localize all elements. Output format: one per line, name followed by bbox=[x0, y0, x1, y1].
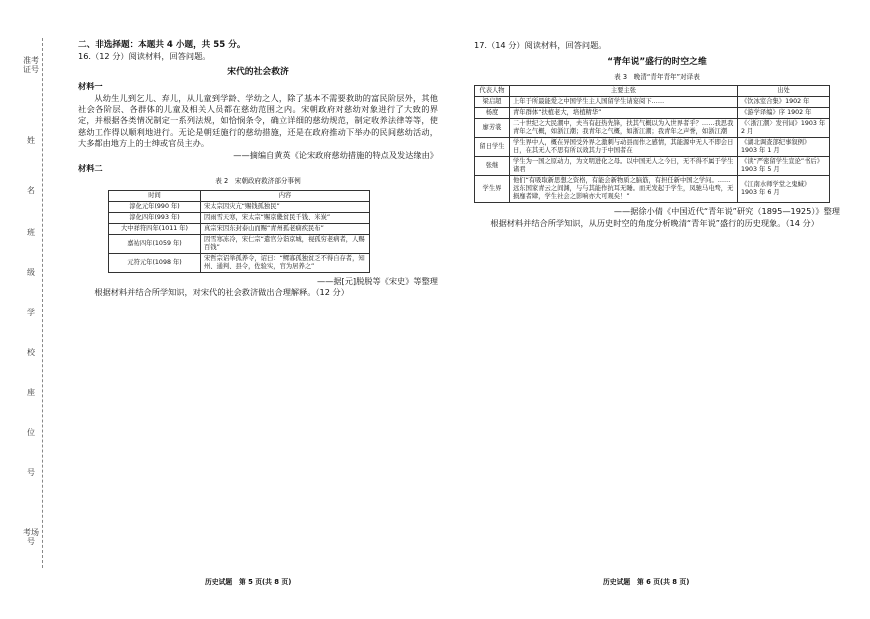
binding-label: 班 bbox=[27, 228, 35, 237]
table-cell: 《〈浙江潮〉发刊词》1903 年 2 月 bbox=[738, 119, 830, 138]
table-cell: 《江南水师学堂之鬼蜮》1903 年 6 月 bbox=[738, 176, 830, 203]
table-row bbox=[475, 119, 830, 138]
binding-label: 姓 bbox=[27, 136, 35, 145]
table-row bbox=[475, 138, 830, 157]
exam-page-5 bbox=[78, 40, 438, 299]
table-header-cell: 内容 bbox=[201, 190, 370, 201]
table-header-cell: 代表人物 bbox=[475, 86, 510, 97]
table-cell: 梁启超 bbox=[475, 97, 510, 108]
table-header-cell: 主要主张 bbox=[510, 86, 738, 97]
table-row bbox=[109, 253, 370, 272]
page-footer-6: 历史试题 第 6 页(共 8 页) bbox=[603, 578, 690, 586]
table-row bbox=[109, 201, 370, 212]
table-3-source: ——据徐小倩《中国近代“青年说”研究（1895—1925）》整理 bbox=[613, 206, 840, 217]
table-cell: 《湖北调查部纪事叙例》1903 年 1 月 bbox=[738, 138, 830, 157]
table-cell: 青年群体“扶植老大，培植精华” bbox=[510, 108, 738, 119]
table-cell: 廖芳裳 bbox=[475, 119, 510, 138]
table-cell: 《读“严密留学生宣论”书后》1903 年 5 月 bbox=[738, 157, 830, 176]
table-header-cell: 出处 bbox=[738, 86, 830, 97]
table-header-row bbox=[109, 190, 370, 201]
table-cell: 宋太宗因灾亢“赐钱孤独民” bbox=[201, 201, 370, 212]
table-row bbox=[475, 108, 830, 119]
table-cell: 因雨雪天寒，宋太宗“赐京畿贫民千钱、米炭” bbox=[201, 212, 370, 223]
table-row bbox=[109, 234, 370, 253]
material-2-label: 材料二 bbox=[78, 163, 103, 174]
material-1-label: 材料一 bbox=[78, 81, 103, 92]
table-header-cell: 时间 bbox=[109, 190, 201, 201]
table-cell: 二十世纪之大民潮中，夫当有赶热先锋，扶其气概以为入世界者乎？……我思我青年之气概，如浙江潮；我青年之气概，如浙江潮；我青年之声誉，如浙江潮 bbox=[510, 119, 738, 138]
table-cell: 《游学译编》序 1902 年 bbox=[738, 108, 830, 119]
table-row bbox=[109, 223, 370, 234]
table-2-source: ——据[元]脱脱等《宋史》等整理 bbox=[316, 275, 438, 286]
table-cell: 因雪寒冻冷，宋仁宗“遣官分诣京城，视孤穷老病者，人赐百钱” bbox=[201, 234, 370, 253]
binding-label: 考场号 bbox=[23, 528, 39, 546]
material-1-text: 从幼生儿到乞儿、弃儿，从儿童到学龄、学幼之人，除了基本不需要救助的富民阶层外，其他社会各阶层、各群体的儿童及相关人员都在慈幼范围之内。宋朝政府对慈幼对象进行了大致的界定，并根据各类情况制定一系列法规，如恰悯条令，确立详细的慈幼规范，制定收养法律等等，使慈幼工作得以顺利地进行。无论是朝廷施行的慈幼措施，还是在政府推动下举办的民间慈幼活动，大多都由地方上的士绅或官员主办。 bbox=[78, 92, 438, 149]
table-row bbox=[475, 157, 830, 176]
table-cell: 元符元年(1098 年) bbox=[109, 253, 201, 272]
material-1-source: ——摘编自黄英《论宋政府慈幼措施的特点及发达缘由》 bbox=[233, 149, 438, 160]
table-cell: 学生界中人，概在异国受外界之激刺与动县而作之感情，其能源中无人不即会日日，在其无人不思有所以效其力于中国者在 bbox=[510, 138, 738, 157]
table-cell: 淳化元年(990 年) bbox=[109, 201, 201, 212]
section-header: 二、非选择题：本题共 4 小题，共 55 分。 bbox=[78, 40, 246, 50]
table-cell: 淳化四年(993 年) bbox=[109, 212, 201, 223]
material-title: “青年说”盛行的时空之维 bbox=[607, 57, 707, 68]
binding-label: 座 bbox=[27, 388, 35, 397]
table-row bbox=[475, 97, 830, 108]
table-3-caption: 表 3 晚清“青年青年”对译表 bbox=[614, 72, 700, 81]
table-cell: 宋哲宗诏举孤养令，诏曰：“鳏寡孤独贫乏不得自存者，知州、通判、县令，佐验实，官为居养之” bbox=[201, 253, 370, 272]
binding-label: 名 bbox=[27, 186, 35, 195]
table-2 bbox=[108, 190, 370, 273]
table-cell: 他们“有吸取新思想之资格，有能会新物质之脑筋，有担任新中国之学问。……远东国家青云之间渊，与与其能作抗耳无睡。而无发起于学生，凤驰马电骛，无损靡者肆，学生社会之影响亦大可观矣！” bbox=[510, 176, 738, 203]
table-cell: 留日学生 bbox=[475, 138, 510, 157]
table-cell: 《饮冰室合集》1902 年 bbox=[738, 97, 830, 108]
table-3 bbox=[474, 85, 830, 203]
binding-label: 准考证号 bbox=[23, 56, 39, 74]
binding-label: 学 bbox=[27, 308, 35, 317]
table-row bbox=[109, 212, 370, 223]
table-cell: 真宗宋因东封泰山而赐“青州孤老痼疾民布” bbox=[201, 223, 370, 234]
table-cell: 上年于所最能爱之中国学生主人国留学生请宴阅下…… bbox=[510, 97, 738, 108]
exam-page-6 bbox=[474, 40, 840, 229]
table-2-caption: 表 2 宋朝政府救济部分事例 bbox=[215, 177, 301, 186]
binding-label: 位 bbox=[27, 428, 35, 437]
binding-label: 号 bbox=[27, 468, 35, 477]
table-header-row bbox=[475, 86, 830, 97]
question-17-intro: 17.（14 分）阅读材料，回答问题。 bbox=[474, 40, 607, 50]
binding-label: 级 bbox=[27, 268, 35, 277]
table-cell: 学生界 bbox=[475, 176, 510, 203]
binding-label: 校 bbox=[27, 348, 35, 357]
page-footer-5: 历史试题 第 5 页(共 8 页) bbox=[205, 578, 292, 586]
table-row bbox=[475, 176, 830, 203]
question-17-prompt: 根据材料并结合所学知识，从历史时空的角度分析晚清“青年说”盛行的历史现象。（14 分） bbox=[490, 217, 819, 228]
table-cell: 张继 bbox=[475, 157, 510, 176]
binding-strip bbox=[20, 38, 43, 568]
table-cell: 大中祥符四年(1011 年) bbox=[109, 223, 201, 234]
material-title: 宋代的社会救济 bbox=[227, 66, 289, 77]
question-16-intro: 16.（12 分）阅读材料，回答问题。 bbox=[78, 51, 211, 62]
table-cell: 学生为一国之原动力，为文明进化之母。以中国无人之今日，无不得不属于学生诸君 bbox=[510, 157, 738, 176]
table-cell: 嘉祐四年(1059 年) bbox=[109, 234, 201, 253]
table-cell: 杨度 bbox=[475, 108, 510, 119]
question-16-prompt: 根据材料并结合所学知识，对宋代的社会救济做出合理解释。（12 分） bbox=[94, 287, 349, 298]
